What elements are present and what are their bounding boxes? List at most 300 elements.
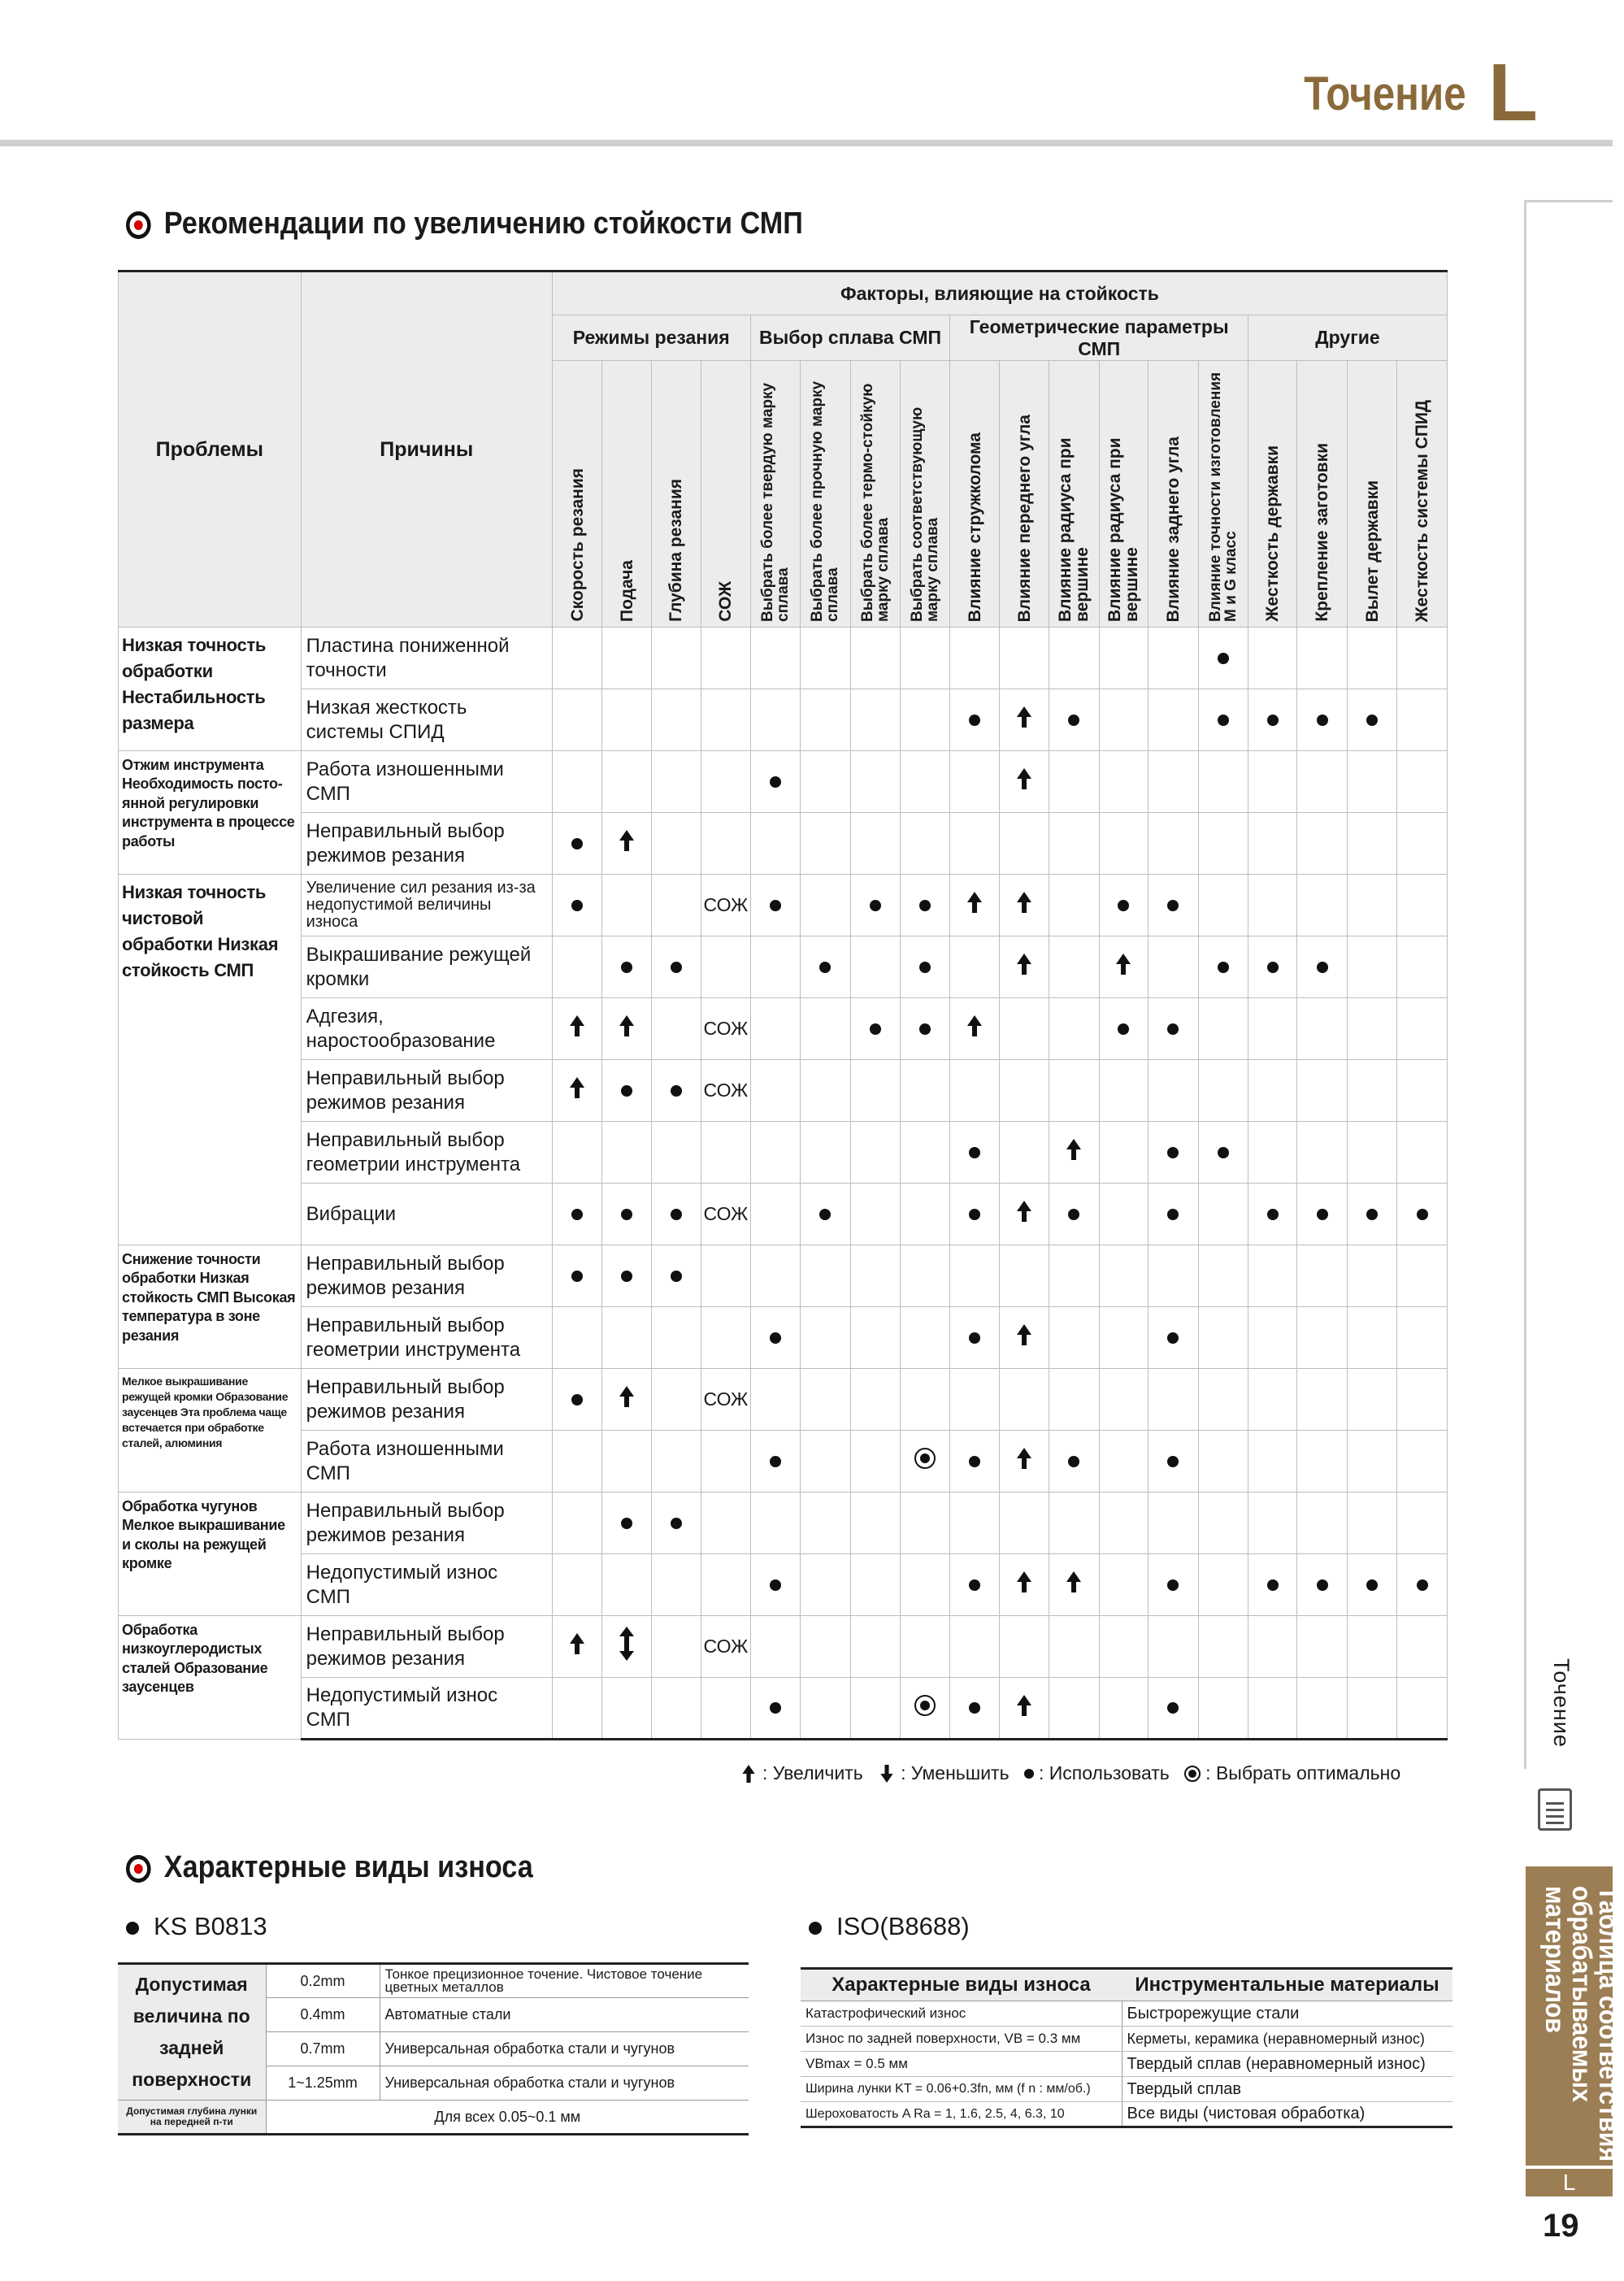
mark-cell: [950, 751, 999, 813]
mark-cell: [999, 1431, 1049, 1492]
cause-cell: Неправильный выбор режимов резания: [301, 1369, 552, 1431]
mark-cell: [1198, 1678, 1248, 1740]
iso-material: Быстрорежущие стали: [1122, 2001, 1452, 2027]
mark-cell: [1397, 751, 1448, 813]
mark-cell: [1099, 1122, 1148, 1184]
mark-cell: [1248, 751, 1297, 813]
header-factor: [651, 361, 701, 628]
mark-cell: [1397, 1307, 1448, 1369]
mark-cell: [1248, 1554, 1297, 1616]
circled-dot-icon: [914, 1448, 936, 1469]
mark-cell: [1099, 751, 1148, 813]
ks-desc: Универсальная обработка стали и чугунов: [380, 2066, 749, 2101]
iso-wear: Катастрофический износ: [801, 2001, 1122, 2027]
header-factor: [1198, 361, 1248, 628]
dot-icon: [1167, 1702, 1179, 1714]
mark-cell: [900, 1492, 949, 1554]
mark-cell: [602, 1616, 651, 1678]
mark-cell: [1397, 628, 1448, 689]
page-number: 19: [1543, 2208, 1579, 2244]
mark-cell: [1099, 1369, 1148, 1431]
mark-cell: [602, 1245, 651, 1307]
mark-cell: [950, 998, 999, 1060]
header-group: Выбор сплава СМП: [750, 315, 950, 361]
iso-wear: Износ по задней поверхности, VB = 0.3 мм: [801, 2027, 1122, 2052]
dot-icon: [969, 715, 980, 726]
mark-cell: [850, 1184, 900, 1245]
mark-cell: [552, 998, 601, 1060]
dot-icon: [919, 962, 931, 973]
dot-icon: [571, 1394, 583, 1406]
header-factors: Факторы, влияющие на стойкость: [552, 272, 1447, 315]
mark-cell: [651, 1678, 701, 1740]
mark-cell: [750, 1678, 800, 1740]
mark-cell: [999, 998, 1049, 1060]
arrow-up-icon: [966, 1015, 984, 1036]
mark-cell: [1049, 1122, 1099, 1184]
mark-cell: [801, 936, 850, 998]
mark-cell: [1099, 936, 1148, 998]
mark-cell: [750, 813, 800, 875]
mark-cell: [999, 628, 1049, 689]
problem-cell: Снижение точности обработки Низкая стойкость СМП Высокая температура в зоне резания: [119, 1245, 302, 1369]
table-row: [119, 1245, 1448, 1307]
mark-cell: [552, 813, 601, 875]
mark-cell: [1397, 1184, 1448, 1245]
dot-icon: [919, 1023, 931, 1035]
mark-cell: [1149, 1307, 1198, 1369]
mark-cell: [850, 1060, 900, 1122]
dot-icon: [571, 1209, 583, 1220]
dot-icon: [571, 900, 583, 911]
problem-cell: Обработка низкоуглеродистых сталей Образование заусенцев: [119, 1616, 302, 1740]
mark-cell: [950, 1184, 999, 1245]
mark-cell: [1198, 628, 1248, 689]
header-factor: [1397, 361, 1448, 628]
ks-value: 1~1.25mm: [266, 2066, 380, 2101]
mark-cell: [1297, 1554, 1347, 1616]
mark-cell: [801, 875, 850, 936]
mark-cell: [602, 875, 651, 936]
mark-cell: [552, 1554, 601, 1616]
mark-cell: [801, 1678, 850, 1740]
mark-cell: [1198, 1245, 1248, 1307]
mark-cell: [1049, 936, 1099, 998]
mark-cell: [1099, 875, 1148, 936]
dot-icon: [1267, 962, 1279, 973]
header-factor: [1297, 361, 1347, 628]
mark-cell: [1347, 689, 1396, 751]
cause-cell: Увеличение сил резания из-за недопустимой величины износа: [301, 875, 552, 936]
dot-icon: [969, 1147, 980, 1158]
mark-cell: [999, 1678, 1049, 1740]
mark-cell: [552, 1431, 601, 1492]
mark-cell: [1049, 1554, 1099, 1616]
table-row: [119, 1060, 1448, 1122]
mark-cell: [1397, 936, 1448, 998]
table-row: [119, 628, 1448, 689]
ks-value: 0.2mm: [266, 1964, 380, 1998]
mark-cell: [1198, 1122, 1248, 1184]
mark-cell: [701, 813, 750, 875]
mark-cell: [602, 1060, 651, 1122]
mark-cell: [1297, 751, 1347, 813]
mark-cell: [552, 1492, 601, 1554]
mark-cell: [900, 1060, 949, 1122]
mark-cell: [701, 1122, 750, 1184]
ks-title: KS B0813: [126, 1912, 267, 1941]
mark-cell: [750, 1307, 800, 1369]
mark-cell: [552, 1245, 601, 1307]
header-factor-label: СОЖ: [716, 581, 736, 622]
cause-cell: Выкрашивание режущей кромки: [301, 936, 552, 998]
header-group: Другие: [1248, 315, 1448, 361]
mark-cell: [801, 998, 850, 1060]
mark-cell: [750, 998, 800, 1060]
arrow-up-icon: [741, 1764, 757, 1782]
mark-cell: [1049, 1369, 1099, 1431]
arrow-up-icon: [1065, 1139, 1083, 1160]
mark-cell: [1347, 751, 1396, 813]
mark-cell: [1347, 875, 1396, 936]
header-factor: [999, 361, 1049, 628]
header-group: Режимы резания: [552, 315, 750, 361]
mark-cell: [1198, 1060, 1248, 1122]
mark-cell: [1248, 1492, 1297, 1554]
header-group: Геометрические параметры СМП: [950, 315, 1248, 361]
mark-cell: [801, 1184, 850, 1245]
mark-cell: [602, 751, 651, 813]
iso-table: [801, 1967, 1452, 2128]
mark-cell: [1198, 751, 1248, 813]
mark-cell: [1099, 1184, 1148, 1245]
arrow-up-icon: [1015, 954, 1033, 975]
coolant-label: СОЖ: [703, 893, 749, 915]
mark-cell: [750, 1245, 800, 1307]
mark-cell: [1099, 1307, 1148, 1369]
mark-cell: [552, 1307, 601, 1369]
mark-cell: [701, 1184, 750, 1245]
mark-cell: [1099, 998, 1148, 1060]
mark-cell: [801, 628, 850, 689]
ks-label: Допустимая величина по задней поверхности: [118, 1964, 266, 2101]
mark-cell: [1049, 1431, 1099, 1492]
mark-cell: [1297, 1184, 1347, 1245]
mark-cell: [900, 751, 949, 813]
mark-cell: [750, 689, 800, 751]
mark-cell: [900, 1554, 949, 1616]
arrow-up-icon: [1015, 892, 1033, 913]
dot-icon: [1317, 962, 1328, 973]
mark-cell: [602, 1492, 651, 1554]
mark-cell: [1397, 998, 1448, 1060]
mark-cell: [1099, 813, 1148, 875]
mark-cell: [651, 689, 701, 751]
mark-cell: [850, 1678, 900, 1740]
mark-cell: [850, 689, 900, 751]
mark-cell: [1049, 689, 1099, 751]
mark-cell: [1198, 1492, 1248, 1554]
mark-cell: [1347, 1369, 1396, 1431]
mark-cell: [1099, 689, 1148, 751]
ks-desc: Тонкое прецизионное точение. Чистовое точение цветных металлов: [380, 1964, 749, 1998]
mark-cell: [701, 689, 750, 751]
bullet-icon: [809, 1922, 822, 1935]
mark-cell: [1347, 936, 1396, 998]
mark-cell: [602, 813, 651, 875]
dot-icon: [1267, 715, 1279, 726]
dot-icon: [1167, 1579, 1179, 1591]
cause-cell: Неправильный выбор геометрии инструмента: [301, 1307, 552, 1369]
mark-cell: [1297, 1369, 1347, 1431]
dot-icon: [1118, 1023, 1129, 1035]
mark-cell: [1248, 1369, 1297, 1431]
dot-icon: [1218, 962, 1229, 973]
mark-cell: [1297, 1431, 1347, 1492]
mark-cell: [1149, 1245, 1198, 1307]
mark-cell: [602, 1184, 651, 1245]
mark-cell: [651, 1431, 701, 1492]
mark-cell: [1397, 1122, 1448, 1184]
mark-cell: [651, 1492, 701, 1554]
arrow-up-icon: [618, 830, 636, 851]
circled-dot-icon: [914, 1695, 936, 1716]
mark-cell: [999, 1492, 1049, 1554]
mark-cell: [552, 1616, 601, 1678]
mark-cell: [651, 1184, 701, 1245]
mark-cell: [850, 1245, 900, 1307]
mark-cell: [1397, 875, 1448, 936]
mark-cell: [750, 1184, 800, 1245]
dot-icon: [770, 776, 781, 788]
dot-icon: [1366, 715, 1378, 726]
mark-cell: [999, 1245, 1049, 1307]
mark-cell: [801, 1245, 850, 1307]
mark-cell: [701, 751, 750, 813]
mark-cell: [552, 751, 601, 813]
mark-cell: [750, 1616, 800, 1678]
arrow-up-icon: [1015, 1324, 1033, 1345]
problem-cell: Низкая точность обработки Нестабильность размера: [119, 628, 302, 751]
circled-dot-icon: [1184, 1766, 1201, 1782]
dot-icon: [671, 1271, 682, 1282]
mark-cell: [950, 813, 999, 875]
mark-cell: [552, 1060, 601, 1122]
mark-cell: [1149, 1678, 1198, 1740]
mark-cell: [1347, 1307, 1396, 1369]
mark-cell: [1347, 628, 1396, 689]
mark-cell: [1248, 628, 1297, 689]
dot-icon: [770, 900, 781, 911]
mark-cell: [1248, 1122, 1297, 1184]
mark-cell: [1198, 1184, 1248, 1245]
mark-cell: [552, 628, 601, 689]
dot-icon: [1417, 1209, 1428, 1220]
mark-cell: [850, 751, 900, 813]
header-factor-label: Влияние переднего угла: [1014, 414, 1034, 622]
mark-cell: [1149, 998, 1198, 1060]
cause-cell: Работа изношенными СМП: [301, 1431, 552, 1492]
sidebar-tab-label: Точение: [1549, 1658, 1574, 1748]
mark-cell: [1248, 1184, 1297, 1245]
mark-cell: [999, 751, 1049, 813]
mark-cell: [801, 1554, 850, 1616]
mark-cell: [1248, 1307, 1297, 1369]
target-bullet-icon: [126, 1855, 151, 1883]
mark-cell: [701, 998, 750, 1060]
mark-cell: [999, 689, 1049, 751]
mark-cell: [950, 628, 999, 689]
cause-cell: Адгезия, наростообразование: [301, 998, 552, 1060]
coolant-label: СОЖ: [703, 1635, 749, 1657]
mark-cell: [1099, 628, 1148, 689]
mark-cell: [602, 936, 651, 998]
arrow-up-icon: [618, 1015, 636, 1036]
dot-icon: [1218, 715, 1229, 726]
ks-desc: Универсальная обработка стали и чугунов: [380, 2032, 749, 2066]
mark-cell: [950, 1245, 999, 1307]
sidebar-letter: L: [1526, 2169, 1613, 2196]
dot-icon: [1417, 1579, 1428, 1591]
mark-cell: [1049, 1678, 1099, 1740]
mark-cell: [1397, 1369, 1448, 1431]
mark-cell: [999, 1616, 1049, 1678]
mark-cell: [850, 628, 900, 689]
mark-cell: [801, 689, 850, 751]
ks-table: [118, 1962, 749, 2135]
mark-cell: [1297, 1307, 1347, 1369]
dot-icon: [969, 1456, 980, 1467]
header-factor: [750, 361, 800, 628]
ks-value: 0.4mm: [266, 1998, 380, 2032]
mark-cell: [1248, 1245, 1297, 1307]
mark-cell: [1198, 875, 1248, 936]
header-factor-label: Влияние радиуса при вершине: [1105, 437, 1142, 622]
arrow-up-icon: [1015, 1201, 1033, 1222]
mark-cell: [602, 628, 651, 689]
mark-cell: [850, 1122, 900, 1184]
mark-cell: [900, 936, 949, 998]
cause-cell: Неправильный выбор режимов резания: [301, 813, 552, 875]
table-row: [119, 751, 1448, 813]
mark-cell: [701, 1554, 750, 1616]
dot-icon: [919, 900, 931, 911]
mark-cell: [801, 1431, 850, 1492]
mark-cell: [1049, 1060, 1099, 1122]
mark-cell: [602, 1307, 651, 1369]
header-factor: [950, 361, 999, 628]
mark-cell: [801, 1369, 850, 1431]
mark-cell: [651, 1554, 701, 1616]
mark-cell: [1099, 1431, 1148, 1492]
mark-cell: [750, 751, 800, 813]
mark-cell: [1198, 1554, 1248, 1616]
mark-cell: [999, 1369, 1049, 1431]
mark-cell: [1397, 1554, 1448, 1616]
ks-label2: Допустимая глубина лунки на передней п-ти: [118, 2101, 266, 2135]
header-factor: [1248, 361, 1297, 628]
cause-cell: Неправильный выбор геометрии инструмента: [301, 1122, 552, 1184]
mark-cell: [1297, 1492, 1347, 1554]
mark-cell: [651, 998, 701, 1060]
mark-cell: [552, 689, 601, 751]
header-rule: [0, 140, 1613, 146]
mark-cell: [801, 813, 850, 875]
header-factor: [1149, 361, 1198, 628]
mark-cell: [1099, 1060, 1148, 1122]
mark-cell: [602, 998, 651, 1060]
mark-cell: [1198, 936, 1248, 998]
header-factor: [602, 361, 651, 628]
header-factor-label: Жесткость державки: [1263, 445, 1283, 622]
iso-wear: Шероховатость A Ra = 1, 1.6, 2.5, 4, 6.3, 10: [801, 2102, 1122, 2127]
mark-cell: [602, 1431, 651, 1492]
mark-cell: [1149, 1554, 1198, 1616]
table-row: [119, 1184, 1448, 1245]
target-bullet-icon: [126, 211, 151, 239]
mark-cell: [1149, 628, 1198, 689]
mark-cell: [1149, 689, 1198, 751]
mark-cell: [900, 998, 949, 1060]
mark-cell: [1347, 1184, 1396, 1245]
problem-cell: Отжим инструмента Необходимость посто- янной регулировки инструмента в процессе работы: [119, 751, 302, 875]
mark-cell: [701, 1431, 750, 1492]
mark-cell: [1198, 1616, 1248, 1678]
header-problems: Проблемы: [119, 272, 302, 628]
arrow-up-icon: [966, 892, 984, 913]
mark-cell: [900, 1307, 949, 1369]
dot-icon: [1317, 715, 1328, 726]
mark-cell: [1297, 1616, 1347, 1678]
mark-cell: [1397, 689, 1448, 751]
mark-cell: [701, 1060, 750, 1122]
mark-cell: [999, 1554, 1049, 1616]
mark-cell: [1149, 1369, 1198, 1431]
mark-cell: [1347, 1431, 1396, 1492]
mark-cell: [950, 1678, 999, 1740]
mark-cell: [1049, 628, 1099, 689]
mark-cell: [552, 1184, 601, 1245]
dot-icon: [1167, 1209, 1179, 1220]
mark-cell: [850, 813, 900, 875]
mark-cell: [701, 1678, 750, 1740]
mark-cell: [850, 1369, 900, 1431]
mark-cell: [950, 1554, 999, 1616]
dot-icon: [770, 1332, 781, 1344]
mark-cell: [1297, 875, 1347, 936]
dot-icon: [770, 1579, 781, 1591]
header-factor: [801, 361, 850, 628]
mark-cell: [1397, 813, 1448, 875]
header-factor-label: Подача: [617, 559, 636, 622]
mark-cell: [1099, 1245, 1148, 1307]
section-title-recommendations: Рекомендации по увеличению стойкости СМП: [126, 206, 803, 241]
dot-icon: [969, 1579, 980, 1591]
mark-cell: [801, 1307, 850, 1369]
cause-cell: Пластина пониженной точности: [301, 628, 552, 689]
arrow-down-icon: [879, 1764, 895, 1782]
mark-cell: [900, 813, 949, 875]
dot-icon: [969, 1702, 980, 1714]
mark-cell: [1297, 1060, 1347, 1122]
dot-icon: [1317, 1209, 1328, 1220]
dot-icon: [571, 1271, 583, 1282]
header-title: Точение: [1304, 67, 1466, 120]
mark-cell: [1049, 813, 1099, 875]
table-row: [119, 998, 1448, 1060]
mark-cell: [701, 1307, 750, 1369]
iso-title: ISO(B8688): [809, 1912, 970, 1941]
